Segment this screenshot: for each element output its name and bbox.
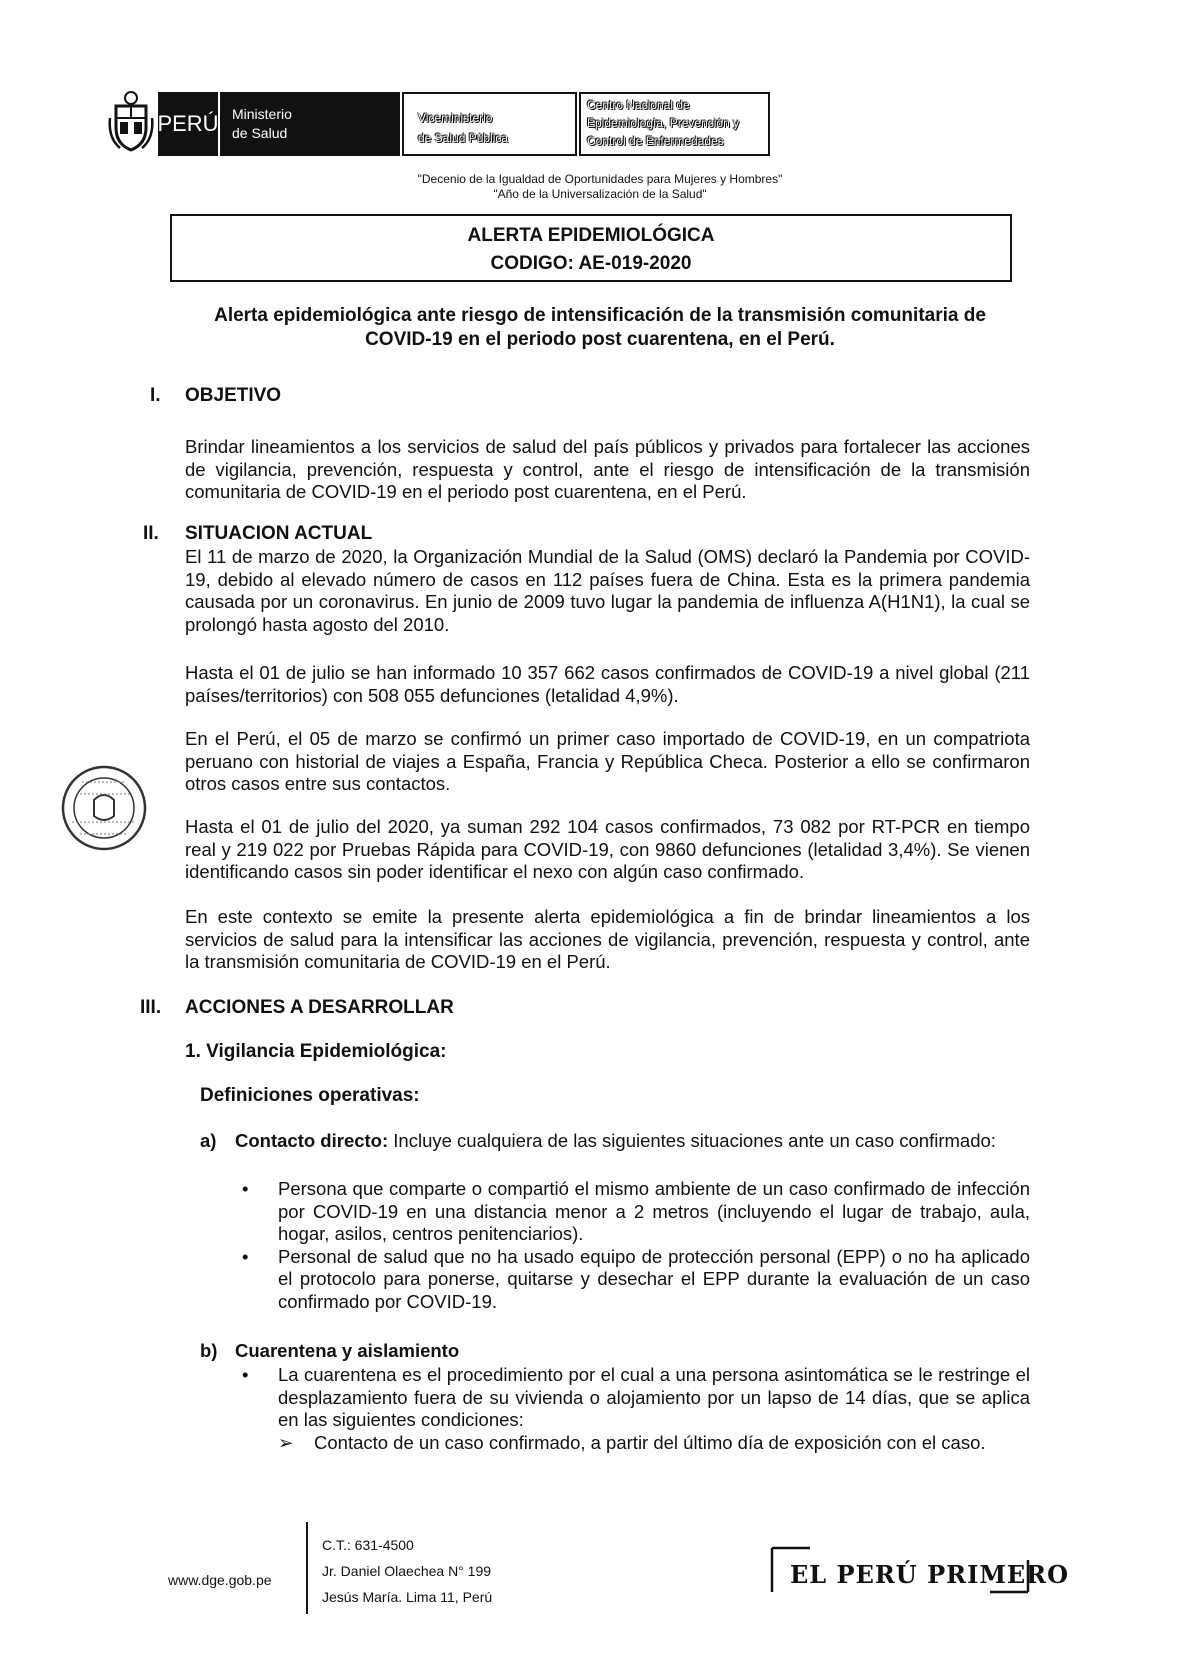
section-2-number: II. — [143, 523, 159, 544]
situation-paragraph-2: Hasta el 01 de julio se han informado 10 357 662 casos confirmados de COVID-19 a nivel global (211 países/territorios) con 508 055 defunciones (letalidad 4,9%). — [185, 662, 1030, 706]
contacto-directo-list — [242, 1178, 1030, 1313]
section-2-title: SITUACION ACTUAL — [185, 523, 373, 544]
section-3-number: III. — [140, 997, 162, 1018]
cdc-logo: Centro Nacional de Epidemiología, Prevención y Control de Enfermedades — [579, 92, 770, 156]
cuarentena-condition: ➢ Contacto de un caso confirmado, a partir del último día de exposición con el caso. — [278, 1432, 986, 1453]
alert-code: CODIGO: AE-019-2020 — [490, 253, 692, 274]
slogan-year: "Año de la Universalización de la Salud" — [493, 187, 707, 201]
section-1-title: OBJETIVO — [185, 385, 282, 406]
situation-paragraph-1: El 11 de marzo de 2020, la Organización Mundial de la Salud (OMS) declaró la Pandemia por COVID-19, debido al elevado número de casos en 112 países fuera de China. Esta es la primera pandemia causada por un coronavirus. En junio de 2009 tuvo lugar la pandemia de influenza A(H1N1), la cual se prolongó hasta agosto del 2010. — [185, 546, 1030, 635]
arrow-bullet-icon: ➢ — [278, 1432, 294, 1453]
peru-coat-of-arms-icon — [108, 88, 154, 154]
footer-website: www.dge.gob.pe — [168, 1572, 272, 1588]
list-item: • La cuarentena es el procedimiento por el cual a una persona asintomática se le restringe el desplazamiento fuera de su vivienda o alojamiento por un lapso de 14 días, que se aplica en las siguientes condiciones: — [242, 1364, 1030, 1430]
item-a-text: Contacto directo: Incluye cualquiera de las siguientes situaciones ante un caso confirmado: — [235, 1130, 996, 1151]
slogan-decade: "Decenio de la Igualdad de Oportunidades para Mujeres y Hombres" — [417, 172, 783, 186]
situation-paragraph-4: Hasta el 01 de julio del 2020, ya suman 292 104 casos confirmados, 73 082 por RT-PCR en tiempo real y 219 022 por Pruebas Rápida para COVID-19, con 9860 defunciones (letalidad 3,4%). Se vienen identificando casos sin poder identificar el nexo con algún caso confirmado. — [185, 816, 1030, 882]
list-item: • Personal de salud que no ha usado equipo de protección personal (EPP) o no ha aplicado el protocolo para ponerse, quitarse y desechar el EPP durante la evaluación de un caso confirmado por COVID-19. — [242, 1245, 1030, 1312]
ministerio-logo: Ministerio de Salud — [220, 92, 400, 156]
item-b-label: b) — [200, 1340, 218, 1361]
alert-subject: Alerta epidemiológica ante riesgo de intensificación de la transmisión comunitaria de COVID-19 en el periodo post cuarentena, en el Perú. — [214, 305, 986, 350]
footer-address: C.T.: 631-4500 Jr. Daniel Olaechea N° 199 Jesús María. Lima 11, Perú — [322, 1537, 493, 1605]
ministerio-salud-seal-icon — [60, 764, 148, 852]
item-b-title: Cuarentena y aislamiento — [235, 1340, 460, 1361]
cuarentena-list — [242, 1364, 1030, 1432]
section-1-text: Brindar lineamientos a los servicios de salud del país públicos y privados para fortalecer las acciones de vigilancia, prevención, respuesta y control, ante el riesgo de intensificación de la transmisión comunitaria de COVID-19 en el periodo post cuarentena, en el Perú. — [185, 436, 1030, 502]
brand-slogan: EL PERÚ PRIMERO — [790, 1560, 1070, 1589]
definiciones-heading: Definiciones operativas: — [200, 1085, 420, 1106]
situation-paragraph-5: En este contexto se emite la presente alerta epidemiológica a fin de brindar lineamientos a los servicios de salud para la intensificar las acciones de vigilancia, prevención, respuesta y control, ante la transmisión comunitaria de COVID-19 en el Perú. — [185, 906, 1030, 972]
item-a-label: a) — [200, 1130, 217, 1151]
section-1-number: I. — [150, 385, 161, 406]
peru-logo: PERÚ — [158, 92, 218, 156]
footer-divider — [306, 1522, 308, 1614]
viceministerio-logo: Viceministerio de Salud Pública — [402, 92, 577, 156]
section-3-title: ACCIONES A DESARROLLAR — [185, 997, 454, 1018]
alert-title-box — [170, 214, 1012, 282]
alert-title: ALERTA EPIDEMIOLÓGICA — [467, 225, 715, 246]
list-item: • Persona que comparte o compartió el mismo ambiente de un caso confirmado de infección por COVID-19 en una distancia menor a 2 metros (incluyendo el lugar de trabajo, aula, hogar, asilos, centros penitenciarios). — [242, 1178, 1030, 1244]
situation-paragraph-3: En el Perú, el 05 de marzo se confirmó un primer caso importado de COVID-19, en un compatriota peruano con historial de viajes a España, Francia y República Checa. Posterior a ello se confirmaron otros casos entre sus contactos. — [185, 728, 1030, 794]
subsection-vigilancia: 1. Vigilancia Epidemiológica: — [185, 1041, 447, 1062]
